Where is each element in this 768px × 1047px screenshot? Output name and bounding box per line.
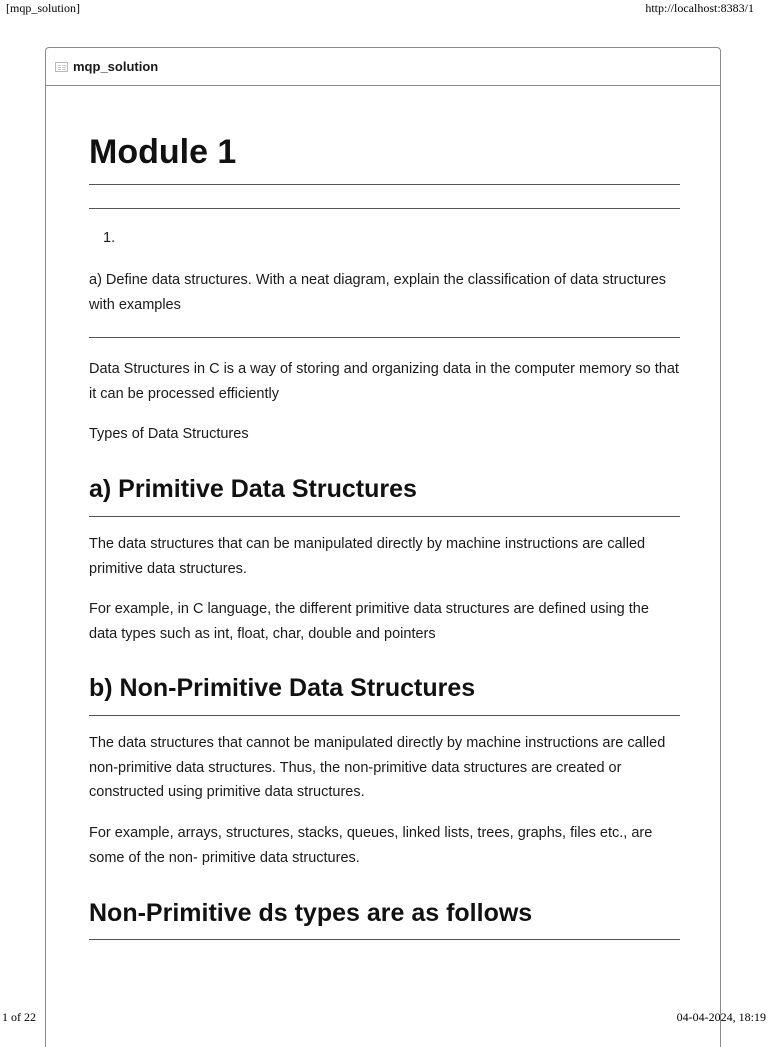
print-header-title: [mqp_solution] xyxy=(6,1,80,15)
primitive-heading: a) Primitive Data Structures xyxy=(89,475,417,503)
types-label: Types of Data Structures xyxy=(89,426,249,442)
primitive-paragraph-1: The data structures that can be manipulated directly by machine instructions are called primitive data structures. xyxy=(89,536,646,577)
list-number: 1. xyxy=(103,230,116,246)
print-footer-datetime: 04-04-2024, 18:19 xyxy=(676,1010,766,1024)
definition-text: Data Structures in C is a way of storing and organizing data in the computer memory so that it can be processed efficiently xyxy=(89,361,679,402)
ds-types-heading: Non-Primitive ds types are as follows xyxy=(89,899,533,927)
primitive-heading-divider xyxy=(89,516,680,517)
document-icon xyxy=(55,62,68,72)
document-tab-title: mqp_solution xyxy=(73,59,159,74)
nonprimitive-paragraph-2: For example, arrays, structures, stacks, queues, linked lists, trees, graphs, files etc., are some of the non- primitive data structures. xyxy=(89,825,653,866)
document-frame xyxy=(45,47,721,1047)
heading-divider xyxy=(89,184,680,185)
primitive-paragraph-2: For example, in C language, the different primitive data structures are defined using the data types such as int, float, char, double and pointers xyxy=(89,601,649,642)
question-divider xyxy=(89,337,680,338)
nonprimitive-heading: b) Non-Primitive Data Structures xyxy=(89,674,476,702)
question-text: a) Define data structures. With a neat diagram, explain the classification of data structures with examples xyxy=(89,272,667,313)
section-divider xyxy=(89,208,680,209)
ds-types-heading-divider xyxy=(89,939,680,940)
nonprimitive-heading-divider xyxy=(89,715,680,716)
document-titlebar xyxy=(46,48,720,86)
print-header-url: http://localhost:8383/1 xyxy=(645,1,754,15)
print-footer-page: 1 of 22 xyxy=(2,1010,36,1024)
nonprimitive-paragraph-1: The data structures that cannot be manipulated directly by machine instructions are called non-primitive data structures. Thus, the non-primitive data structures are created or constructed using primitive data structures. xyxy=(89,735,666,800)
module-heading: Module 1 xyxy=(89,133,237,171)
